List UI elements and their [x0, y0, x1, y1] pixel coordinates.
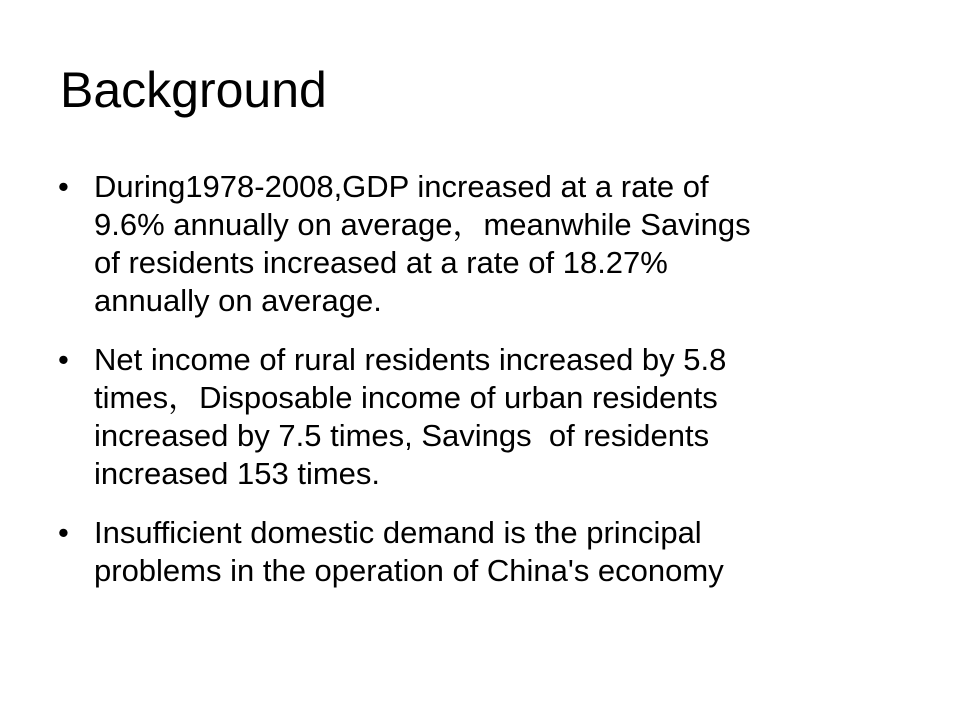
bullet-line: times，Disposable income of urban residents [94, 380, 718, 415]
slide-title: Background [60, 62, 327, 118]
bullet-item-gdp-savings [58, 168, 858, 320]
bullet-line: Net income of rural residents increased by 5.8 [94, 342, 727, 377]
bullet-list [58, 168, 858, 611]
bullet-item-income-growth [58, 341, 858, 493]
bullet-line: increased 153 times. [94, 456, 381, 491]
bullet-line: 9.6% annually on average，meanwhile Savings [94, 207, 751, 242]
bullet-line: Insufficient domestic demand is the principal [94, 515, 702, 550]
bullet-item-domestic-demand [58, 514, 858, 590]
bullet-icon: • [58, 169, 69, 204]
bullet-line: increased by 7.5 times, Savings of residents [94, 418, 710, 453]
bullet-icon: • [58, 515, 69, 550]
bullet-line: During1978-2008,GDP increased at a rate of [94, 169, 709, 204]
bullet-line: annually on average. [94, 283, 382, 318]
bullet-line: of residents increased at a rate of 18.27% [94, 245, 668, 280]
bullet-icon: • [58, 342, 69, 377]
bullet-line: problems in the operation of China's economy [94, 553, 724, 588]
